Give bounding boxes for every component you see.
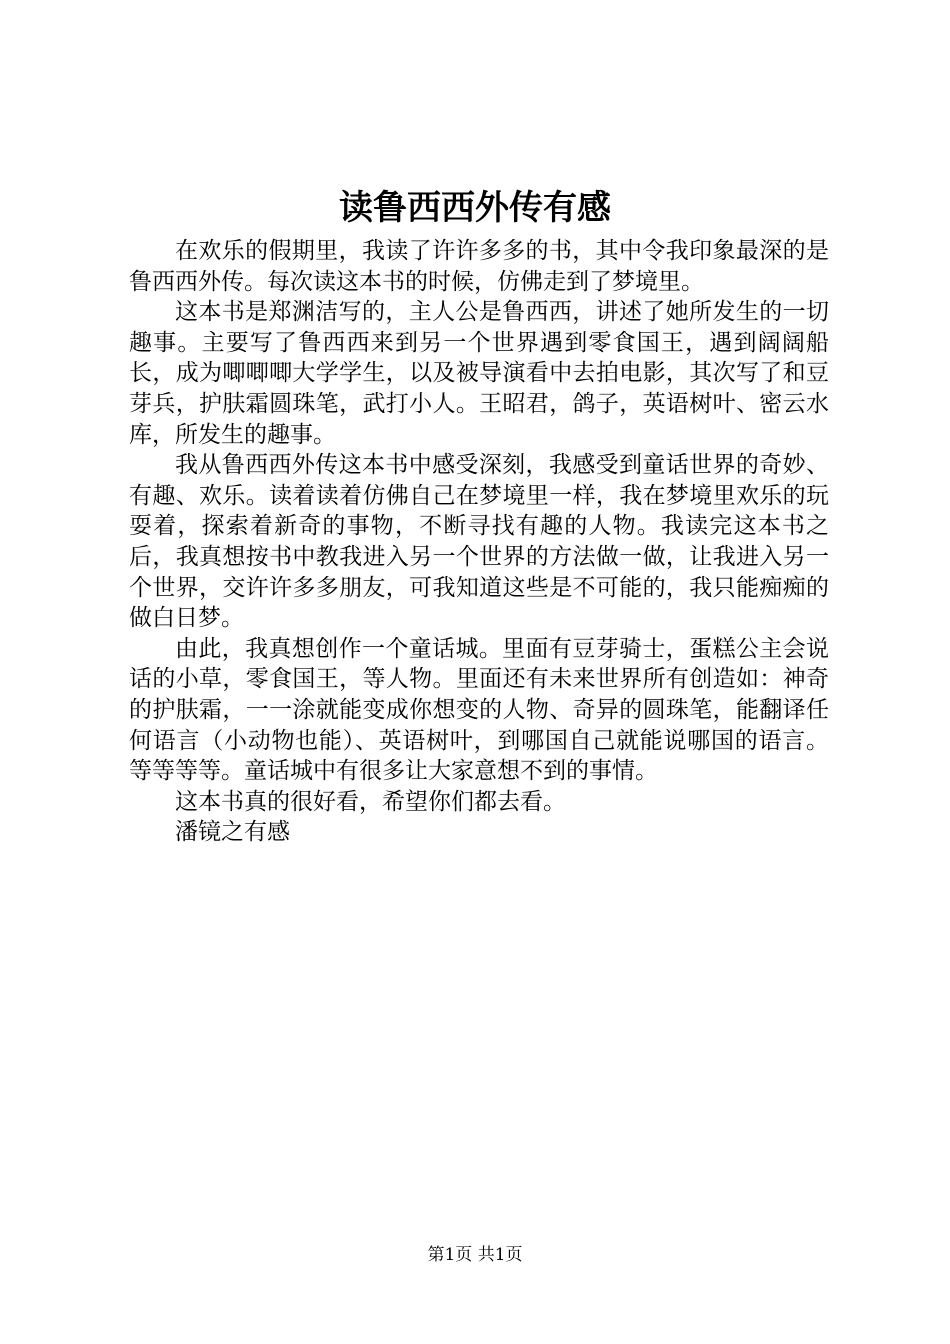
paragraph: 我从鲁西西外传这本书中感受深刻，我感受到童话世界的奇妙、有趣、欢乐。读着读着仿佛自己在梦境里一样，我在梦境里欢乐的玩耍着，探索着新奇的事物，不断寻找有趣的人物。我读完这本书之后，我真想按书中教我进入另一个世界的方法做一做，让我进入另一个世界，交许许多多朋友，可我知道这些是不可能的，我只能痴痴的做白日梦。 — [129, 452, 829, 632]
document-title: 读鲁西西外传有感 — [339, 188, 611, 228]
paragraph: 这本书真的很好看，希望你们都去看。 — [175, 788, 566, 815]
paragraph: 这本书是郑渊洁写的，主人公是鲁西西，讲述了她所发生的一切趣事。主要写了鲁西西来到另一个世界遇到零食国王，遇到阔阔船长，成为唧唧唧大学学生，以及被导演看中去拍电影，其次写了和豆芽兵，护肤霜圆珠笔，武打小人。王昭君，鸽子，英语树叶、密云水库，所发生的趣事。 — [129, 299, 829, 448]
paragraph: 在欢乐的假期里，我读了许许多多的书，其中令我印象最深的是鲁西西外传。每次读这本书的时候，仿佛走到了梦境里。 — [129, 238, 829, 295]
author-signature: 潘镜之有感 — [175, 819, 290, 846]
paragraph: 由此，我真想创作一个童话城。里面有豆芽骑士，蛋糕公主会说话的小草，零食国王，等人物。里面还有未来世界所有创造如：神奇的护肤霜，一一涂就能变成你想变的人物、奇异的圆珠笔，能翻译任何语言（小动物也能）、英语树叶，到哪国自己就能说哪国的语言。等等等等。童话城中有很多让大家意想不到的事情。 — [129, 635, 829, 785]
document-body — [129, 236, 829, 848]
page-number-footer: 第1页 共1页 — [427, 1245, 523, 1265]
